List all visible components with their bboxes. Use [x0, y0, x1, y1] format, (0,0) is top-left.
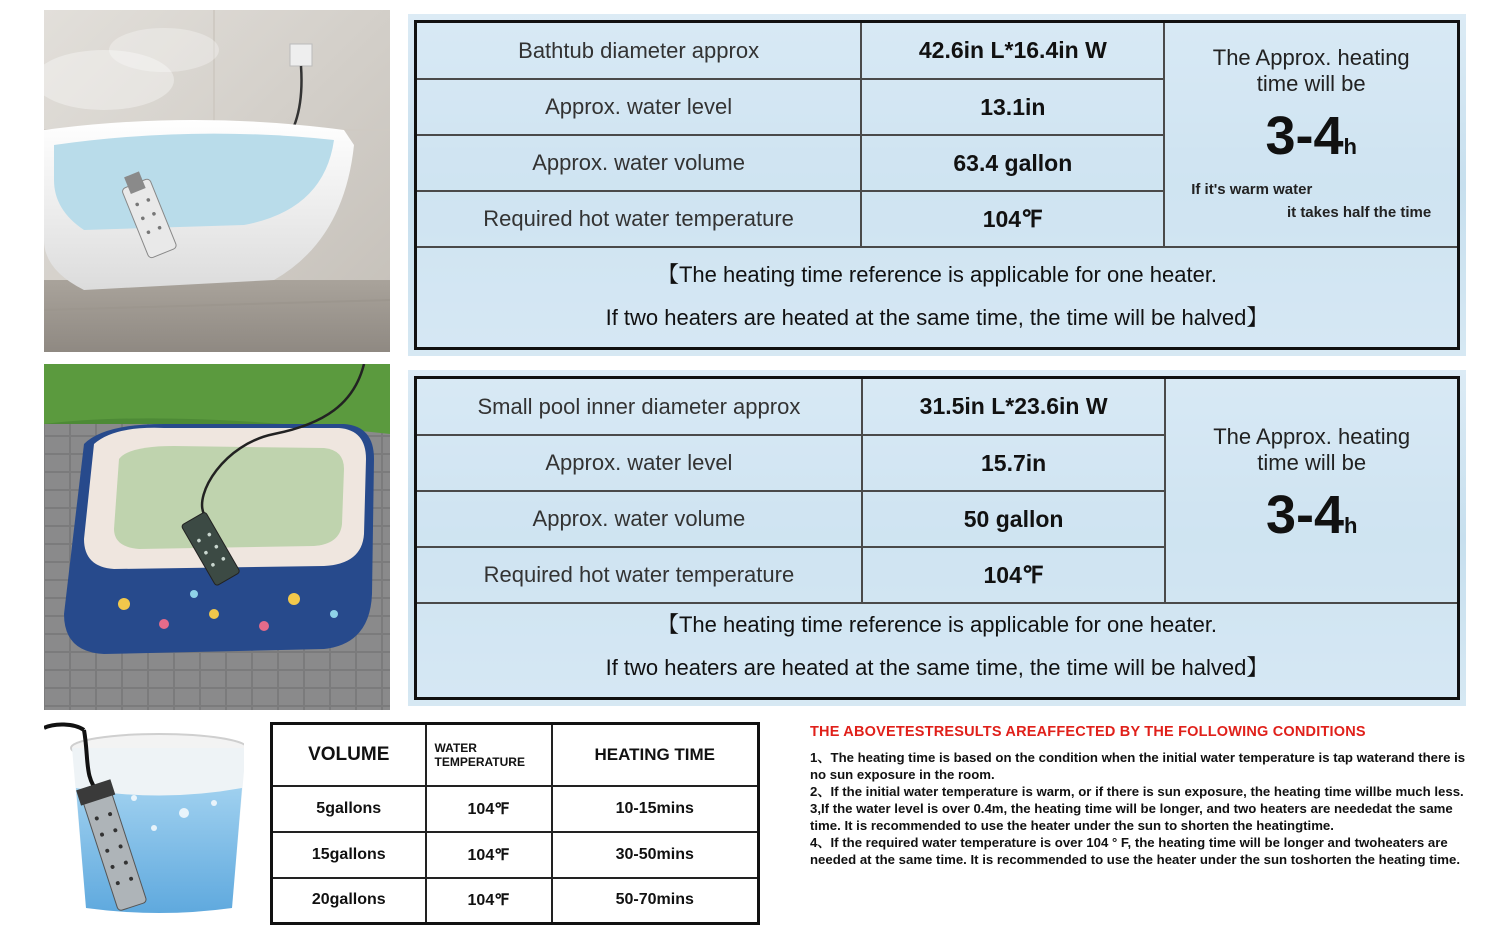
spec-value: 104℉ — [861, 191, 1164, 247]
table-header-row — [272, 724, 759, 786]
spec-row — [417, 23, 1457, 79]
note-line-2: If two heaters are heated at the same time, the time will be halved】 — [605, 305, 1269, 330]
heating-time-table — [270, 722, 760, 925]
header-water-temperature: WATER TEMPERATURE — [426, 724, 552, 786]
spec-row — [417, 379, 1457, 435]
bathtub-illustration — [44, 10, 390, 352]
spec-value: 15.7in — [862, 435, 1166, 491]
cell-volume: 5gallons — [272, 786, 426, 832]
bucket-photo — [44, 718, 244, 918]
test-conditions — [810, 724, 1480, 868]
heating-time-unit: h — [1343, 134, 1357, 159]
spec-label: Approx. water volume — [417, 135, 861, 191]
heater-reference-note — [417, 247, 1457, 347]
summary-line-1: The Approx. heating — [1213, 424, 1411, 449]
spec-label: Approx. water volume — [417, 491, 862, 547]
cell-heating-time: 30-50mins — [552, 832, 759, 878]
spec-value: 31.5in L*23.6in W — [862, 379, 1166, 435]
spec-value: 13.1in — [861, 79, 1164, 135]
condition-item-3: 3,If the water level is over 0.4m, the heating time will be longer, and two heaters are neededat the same time. It is recommended to use the heater under the sun to shorten the heatingtime. — [810, 801, 1453, 833]
condition-item-1: 1、The heating time is based on the condition when the initial water temperature is tap waterand there is no sun exposure in the room. — [810, 750, 1466, 782]
summary-line-2: time will be — [1256, 71, 1366, 96]
cell-temperature: 104℉ — [426, 878, 552, 924]
header-volume: VOLUME — [272, 724, 426, 786]
condition-item-4: 4、If the required water temperature is over 104 ° F, the heating time will be longer and twoheaters are needed at the same time. It is recommended to use the heater under the sun toshorten the heating time. — [810, 835, 1460, 867]
cell-heating-time: 50-70mins — [552, 878, 759, 924]
heater-reference-note — [417, 597, 1457, 697]
pool-photo — [44, 364, 390, 710]
pool-illustration — [44, 364, 390, 710]
bathtub-spec-panel — [408, 14, 1466, 356]
condition-item-2: 2、If the initial water temperature is warm, or if there is sun exposure, the heating time willbe much less. — [810, 784, 1464, 799]
heating-time-value: 3-4h — [1265, 106, 1357, 166]
spec-label: Required hot water temperature — [417, 547, 862, 603]
summary-line-2: time will be — [1257, 450, 1367, 475]
summary-line-1: The Approx. heating — [1212, 45, 1410, 70]
spec-value: 104℉ — [862, 547, 1166, 603]
spec-value: 50 gallon — [862, 491, 1166, 547]
table-row — [272, 878, 759, 924]
table-row — [272, 832, 759, 878]
bathtub-spec-table — [414, 20, 1460, 350]
note-line-1: 【The heating time reference is applicable for one heater. — [656, 612, 1218, 637]
spec-label: Small pool inner diameter approx — [417, 379, 862, 435]
spec-value: 63.4 gallon — [861, 135, 1164, 191]
pool-spec-table — [414, 376, 1460, 700]
bathtub-photo — [44, 10, 390, 352]
cell-temperature: 104℉ — [426, 832, 552, 878]
warm-water-note: If it's warm water it takes half the time — [1191, 181, 1432, 221]
heating-time-value: 3-4h — [1265, 485, 1358, 545]
note-line-1: 【The heating time reference is applicable for one heater. — [656, 262, 1218, 287]
table-row — [272, 786, 759, 832]
bucket-illustration — [44, 718, 244, 918]
heating-time-summary — [1164, 23, 1457, 247]
spec-label: Required hot water temperature — [417, 191, 861, 247]
cell-volume: 15gallons — [272, 832, 426, 878]
cell-temperature: 104℉ — [426, 786, 552, 832]
spec-value: 42.6in L*16.4in W — [861, 23, 1164, 79]
spec-label: Approx. water level — [417, 435, 862, 491]
note-line-2: If two heaters are heated at the same time, the time will be halved】 — [605, 655, 1269, 680]
spec-label: Bathtub diameter approx — [417, 23, 861, 79]
pool-spec-panel — [408, 370, 1466, 706]
header-heating-time: HEATING TIME — [552, 724, 759, 786]
heating-time-summary — [1165, 379, 1457, 603]
cell-heating-time: 10-15mins — [552, 786, 759, 832]
cell-volume: 20gallons — [272, 878, 426, 924]
spec-label: Approx. water level — [417, 79, 861, 135]
conditions-title: THE ABOVETESTRESULTS AREAFFECTED BY THE FOLLOWING CONDITIONS — [810, 724, 1366, 740]
heating-time-unit: h — [1344, 513, 1358, 538]
